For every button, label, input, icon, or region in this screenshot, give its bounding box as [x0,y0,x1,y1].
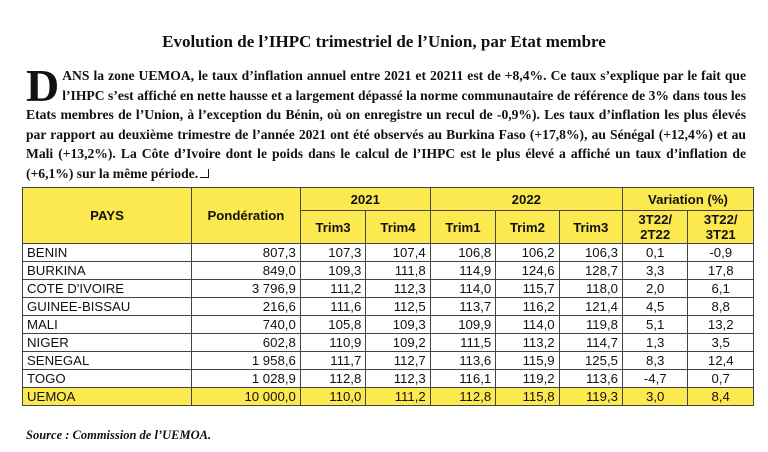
cell-t1-22: 111,5 [430,334,495,352]
cell-ponderation: 3 796,9 [192,280,301,298]
cell-t4-21: 112,7 [366,352,430,370]
cell-v2: 8,4 [688,388,754,406]
cell-t3-22: 113,6 [559,370,622,388]
cell-t3-22: 121,4 [559,298,622,316]
var2-line1: 3T22/ [703,212,738,227]
cell-pays: COTE D'IVOIRE [23,280,192,298]
cell-v1: 1,3 [622,334,687,352]
cell-v2: 6,1 [688,280,754,298]
header-var-3t22-2t22 [622,211,687,244]
header-variation: Variation (%) [622,188,753,211]
cell-t1-22: 106,8 [430,244,495,262]
end-mark-icon [200,169,209,178]
cell-v1: 2,0 [622,280,687,298]
cell-t3-22: 114,7 [559,334,622,352]
cell-t3-22: 119,3 [559,388,622,406]
table-row [23,298,754,316]
cell-t3-21: 111,6 [300,298,365,316]
cell-ponderation: 849,0 [192,262,301,280]
cell-ponderation: 10 000,0 [192,388,301,406]
header-trim4-2021: Trim4 [366,211,430,244]
cell-ponderation: 216,6 [192,298,301,316]
cell-t1-22: 113,6 [430,352,495,370]
header-trim3-2021: Trim3 [300,211,365,244]
cell-v2: 8,8 [688,298,754,316]
cell-pays: GUINEE-BISSAU [23,298,192,316]
cell-v2: 13,2 [688,316,754,334]
cell-t4-21: 107,4 [366,244,430,262]
var1-line2: 2T22 [640,227,671,242]
cell-t2-22: 116,2 [496,298,559,316]
var2-line2: 3T21 [705,227,736,242]
cell-t1-22: 112,8 [430,388,495,406]
cell-v2: 3,5 [688,334,754,352]
cell-v2: 12,4 [688,352,754,370]
cell-t4-21: 109,3 [366,316,430,334]
cell-v1: 5,1 [622,316,687,334]
table-row [23,334,754,352]
table-row [23,316,754,334]
inflation-table [22,187,754,406]
cell-t3-21: 111,2 [300,280,365,298]
cell-t2-22: 115,9 [496,352,559,370]
cell-t3-22: 125,5 [559,352,622,370]
cell-pays: BURKINA [23,262,192,280]
cell-pays: SENEGAL [23,352,192,370]
cell-ponderation: 602,8 [192,334,301,352]
cell-pays: TOGO [23,370,192,388]
cell-v1: 3,3 [622,262,687,280]
page-title: Evolution de l’IHPC trimestriel de l’Union, par Etat membre [162,32,606,51]
cell-ponderation: 807,3 [192,244,301,262]
cell-t2-22: 115,8 [496,388,559,406]
cell-t3-21: 107,3 [300,244,365,262]
source-note: Source : Commission de l’UEMOA. [26,428,212,442]
header-trim3-2022: Trim3 [559,211,622,244]
header-year-2022: 2022 [430,188,622,211]
cell-t4-21: 109,2 [366,334,430,352]
table-row [23,352,754,370]
cell-t1-22: 109,9 [430,316,495,334]
cell-t1-22: 114,9 [430,262,495,280]
cell-t4-21: 111,8 [366,262,430,280]
cell-v1: 3,0 [622,388,687,406]
intro-paragraph [26,60,746,183]
table-row [23,244,754,262]
table-row [23,262,754,280]
drop-cap: D [26,60,60,111]
header-trim1-2022: Trim1 [430,211,495,244]
cell-pays: NIGER [23,334,192,352]
cell-t4-21: 112,3 [366,370,430,388]
header-year-2021: 2021 [300,188,430,211]
header-var-3t22-3t21 [688,211,754,244]
cell-t3-22: 128,7 [559,262,622,280]
cell-v1: 0,1 [622,244,687,262]
cell-t1-22: 113,7 [430,298,495,316]
cell-v2: -0,9 [688,244,754,262]
cell-t1-22: 116,1 [430,370,495,388]
cell-t1-22: 114,0 [430,280,495,298]
table-row [23,280,754,298]
cell-pays: BENIN [23,244,192,262]
cell-v2: 0,7 [688,370,754,388]
cell-t2-22: 106,2 [496,244,559,262]
cell-ponderation: 740,0 [192,316,301,334]
cell-t4-21: 112,5 [366,298,430,316]
cell-t3-21: 111,7 [300,352,365,370]
cell-t4-21: 112,3 [366,280,430,298]
cell-t2-22: 124,6 [496,262,559,280]
table-row [23,370,754,388]
cell-ponderation: 1 958,6 [192,352,301,370]
cell-t2-22: 113,2 [496,334,559,352]
cell-v1: 8,3 [622,352,687,370]
cell-t3-22: 106,3 [559,244,622,262]
cell-t2-22: 119,2 [496,370,559,388]
cell-t3-22: 119,8 [559,316,622,334]
header-pays: PAYS [23,188,192,244]
cell-v1: -4,7 [622,370,687,388]
cell-ponderation: 1 028,9 [192,370,301,388]
cell-t2-22: 114,0 [496,316,559,334]
cell-t3-21: 112,8 [300,370,365,388]
cell-pays: UEMOA [23,388,192,406]
cell-t3-21: 110,9 [300,334,365,352]
header-trim2-2022: Trim2 [496,211,559,244]
cell-t4-21: 111,2 [366,388,430,406]
cell-t3-21: 110,0 [300,388,365,406]
cell-t3-21: 109,3 [300,262,365,280]
cell-v2: 17,8 [688,262,754,280]
cell-v1: 4,5 [622,298,687,316]
var1-line1: 3T22/ [638,212,673,227]
cell-pays: MALI [23,316,192,334]
cell-t3-21: 105,8 [300,316,365,334]
table-total-row [23,388,754,406]
paragraph-text: ANS la zone UEMOA, le taux d’inflation annuel entre 2021 et 20211 est de +8,4%. Ce taux s’explique par le fait que l’IHPC s’est affiché en nette hausse et a largement dépassé la norme communautaire de référence de 3% dans tous les Etats membres de l’Union, à l’exception du Bénin, où on enregistre un recul de -0,9%). Les taux d’inflation les plus élevés par rapport au deuxième trimestre de l’année 2021 ont été observés au Burkina Faso (+17,8%), au Sénégal (+12,4%) et au Mali (+13,2%). La Côte d’Ivoire dont le poids dans le calcul de l’IHPC est le plus élevé a affiché un taux d’inflation de (+6,1%) sur la même période. [26,68,746,181]
header-ponderation: Pondération [192,188,301,244]
cell-t2-22: 115,7 [496,280,559,298]
cell-t3-22: 118,0 [559,280,622,298]
